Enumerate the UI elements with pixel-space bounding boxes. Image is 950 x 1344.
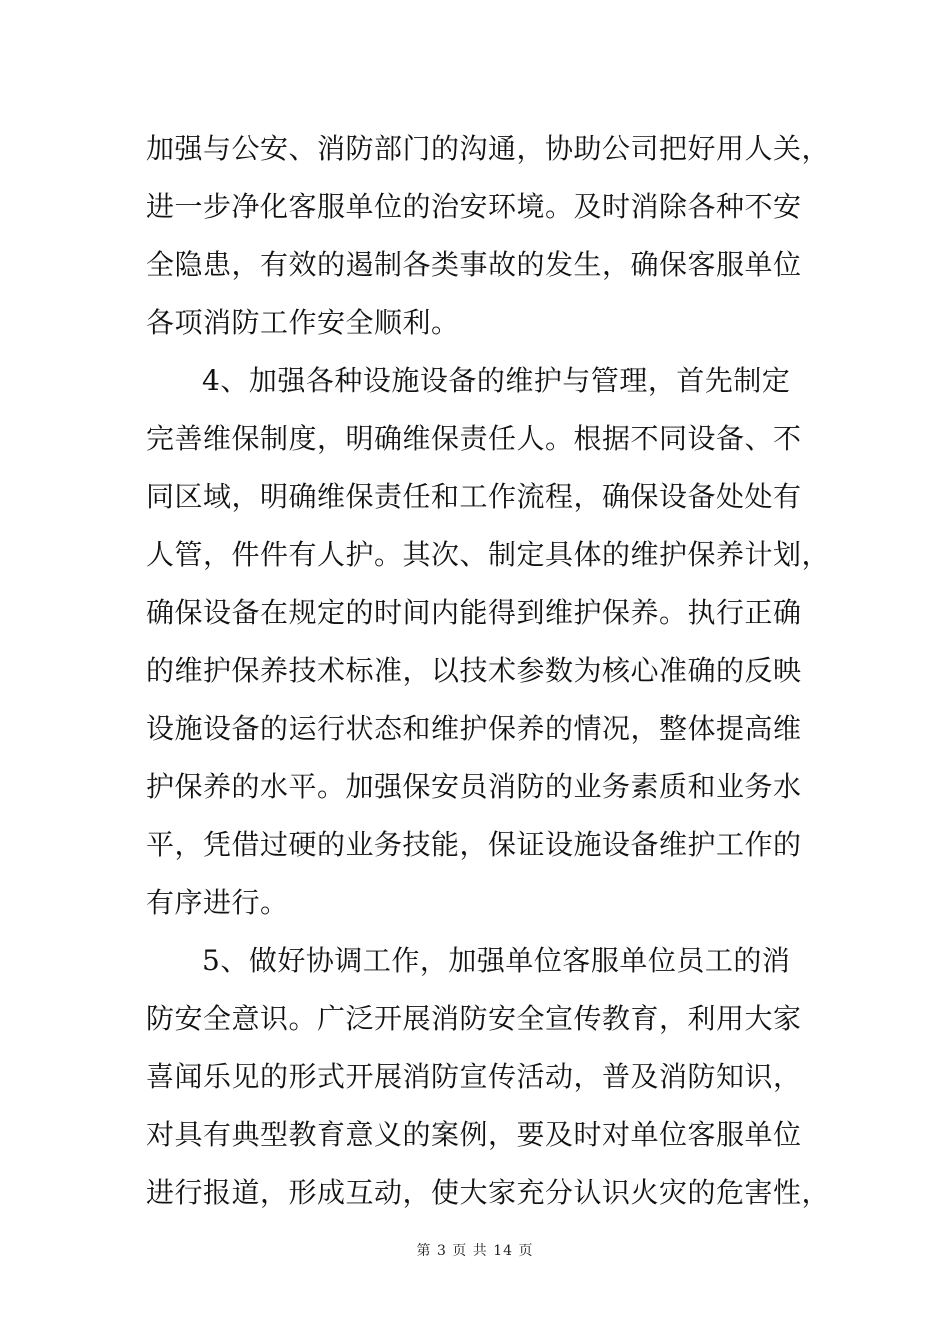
page-number-footer: 第 3 页 共 14 页 <box>416 1243 534 1259</box>
text-line: 喜闻乐见的形式开展消防宣传活动，普及消防知识， <box>146 1060 802 1093</box>
text-line: 加强与公安、消防部门的沟通，协助公司把好用人关， <box>146 132 831 165</box>
text-line: 对具有典型教育意义的案例，要及时对单位客服单位 <box>146 1118 802 1151</box>
text-line: 全隐患，有效的遏制各类事故的发生，确保客服单位 <box>146 248 802 281</box>
paragraph-4-first-line: 4、加强各种设施设备的维护与管理，首先制定 <box>202 364 791 397</box>
text-line: 人管，件件有人护。其次、制定具体的维护保养计划， <box>146 538 831 571</box>
text-line: 有序进行。 <box>146 886 289 919</box>
text-line: 平，凭借过硬的业务技能，保证设施设备维护工作的 <box>146 828 802 861</box>
body-text <box>146 120 846 1222</box>
text-line: 各项消防工作安全顺利。 <box>146 306 460 339</box>
text-line: 同区域，明确维保责任和工作流程，确保设备处处有 <box>146 480 802 513</box>
text-line: 护保养的水平。加强保安员消防的业务素质和业务水 <box>146 770 802 803</box>
text-line: 设施设备的运行状态和维护保养的情况，整体提高维 <box>146 712 802 745</box>
paragraph-5-first-line: 5、做好协调工作，加强单位客服单位员工的消 <box>202 944 791 977</box>
text-line: 防安全意识。广泛开展消防安全宣传教育，利用大家 <box>146 1002 802 1035</box>
text-line: 完善维保制度，明确维保责任人。根据不同设备、不 <box>146 422 802 455</box>
text-line: 进行报道，形成互动，使大家充分认识火灾的危害性， <box>146 1176 831 1209</box>
text-line: 的维护保养技术标准，以技术参数为核心准确的反映 <box>146 654 802 687</box>
text-line: 进一步净化客服单位的治安环境。及时消除各种不安 <box>146 190 802 223</box>
text-line: 确保设备在规定的时间内能得到维护保养。执行正确 <box>146 596 802 629</box>
